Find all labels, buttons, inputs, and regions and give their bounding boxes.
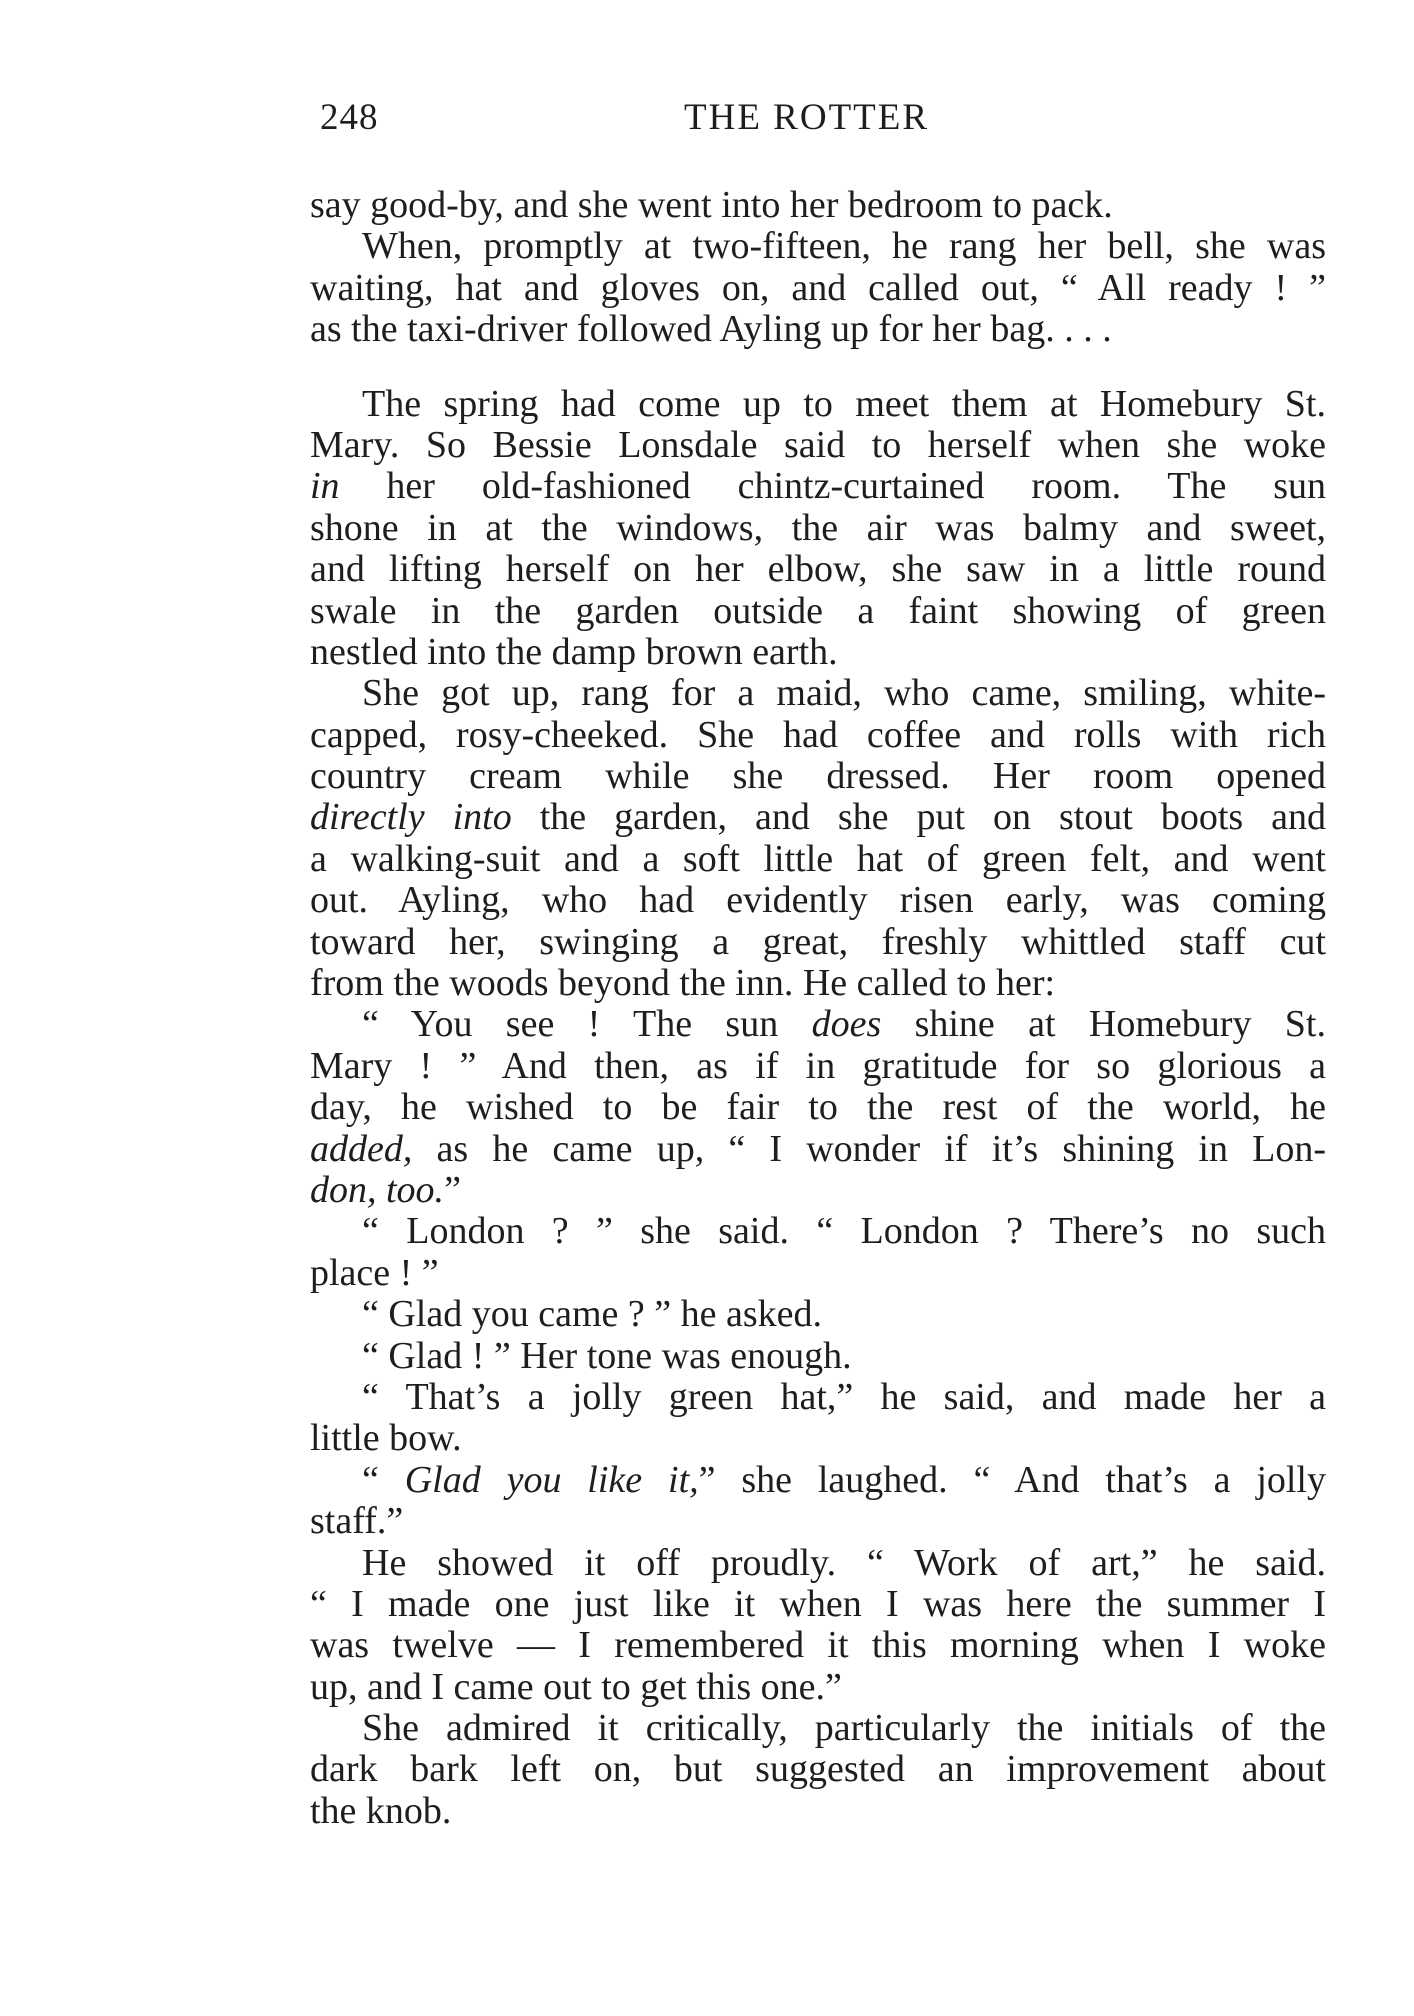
text-line: staff.”	[310, 1500, 404, 1543]
text-run: “ You see ! The sun	[362, 1003, 812, 1046]
text-line: day, he wished to be fair to the rest of the world, he	[310, 1086, 1326, 1129]
text-line: up, and I came out to get this one.”	[310, 1665, 842, 1708]
page-header	[320, 96, 1350, 146]
text-line: directly into the garden, and she put on stout boots and	[310, 796, 1327, 839]
section-break	[310, 351, 1326, 384]
text-line: nestled into the damp brown earth.	[310, 630, 838, 673]
text-line: “ Glad ! ” Her tone was enough.	[362, 1334, 852, 1377]
text-line: a walking-suit and a soft little hat of green felt, and went	[310, 837, 1326, 880]
text-line: When, promptly at two-fifteen, he rang her bell, she was	[362, 225, 1326, 268]
text-line: capped, rosy-cheeked. She had coffee and rolls with rich	[310, 713, 1326, 756]
text-line: as the taxi-driver followed Ayling up for her bag. . . .	[310, 308, 1112, 351]
text-line: added, as he came up, “ I wonder if it’s shining in Lon-	[310, 1127, 1326, 1170]
text-line: and lifting herself on her elbow, she saw in a little round	[310, 548, 1326, 591]
text-line: don, too.”	[310, 1168, 461, 1211]
text-line: was twelve — I remembered it this morning when I woke	[310, 1624, 1326, 1667]
text-line: dark bark left on, but suggested an improvement about	[310, 1748, 1326, 1791]
text-line: “ Glad you like it,” she laughed. “ And that’s a jolly	[362, 1458, 1326, 1501]
text-line: waiting, hat and gloves on, and called out, “ All ready ! ”	[310, 266, 1326, 309]
text-line: little bow.	[310, 1417, 462, 1460]
text-line: “ Glad you came ? ” he asked.	[362, 1293, 823, 1336]
text-line: shone in at the windows, the air was balmy and sweet,	[310, 506, 1326, 549]
running-head: THE ROTTER	[684, 97, 930, 138]
text-line: from the woods beyond the inn. He called to her:	[310, 962, 1056, 1005]
text-line: country cream while she dressed. Her room opened	[310, 755, 1326, 798]
text-line: the knob.	[310, 1789, 452, 1832]
text-line: in her old-fashioned chintz-curtained room. The sun	[310, 465, 1326, 508]
text-line	[310, 1004, 1326, 1045]
text-line: The spring had come up to meet them at Homebury St.	[362, 382, 1326, 425]
text-line: out. Ayling, who had evidently risen early, was coming	[310, 879, 1326, 922]
text-line: toward her, swinging a great, freshly whittled staff cut	[310, 920, 1326, 963]
text-line: She got up, rang for a maid, who came, smiling, white-	[362, 672, 1326, 715]
text-line: Mary ! ” And then, as if in gratitude for so glorious a	[310, 1044, 1326, 1087]
text-line: “ I made one just like it when I was here the summer I	[310, 1582, 1326, 1625]
page-number: 248	[320, 97, 379, 138]
page-body	[310, 185, 1326, 1832]
text-line: place ! ”	[310, 1251, 439, 1294]
text-line: She admired it critically, particularly the initials of the	[362, 1707, 1326, 1750]
text-line: “ That’s a jolly green hat,” he said, and made her a	[362, 1375, 1326, 1418]
emphasis-text: does	[811, 1003, 882, 1046]
text-line: Mary. So Bessie Lonsdale said to herself when she woke	[310, 423, 1326, 466]
text-line: swale in the garden outside a faint showing of green	[310, 589, 1326, 632]
text-line: He showed it off proudly. “ Work of art,” he said.	[362, 1541, 1326, 1584]
text-line: say good-by, and she went into her bedroom to pack.	[310, 184, 1113, 226]
text-line: “ London ? ” she said. “ London ? There’s no such	[362, 1210, 1326, 1253]
text-run: shine at Homebury St.	[881, 1003, 1326, 1046]
